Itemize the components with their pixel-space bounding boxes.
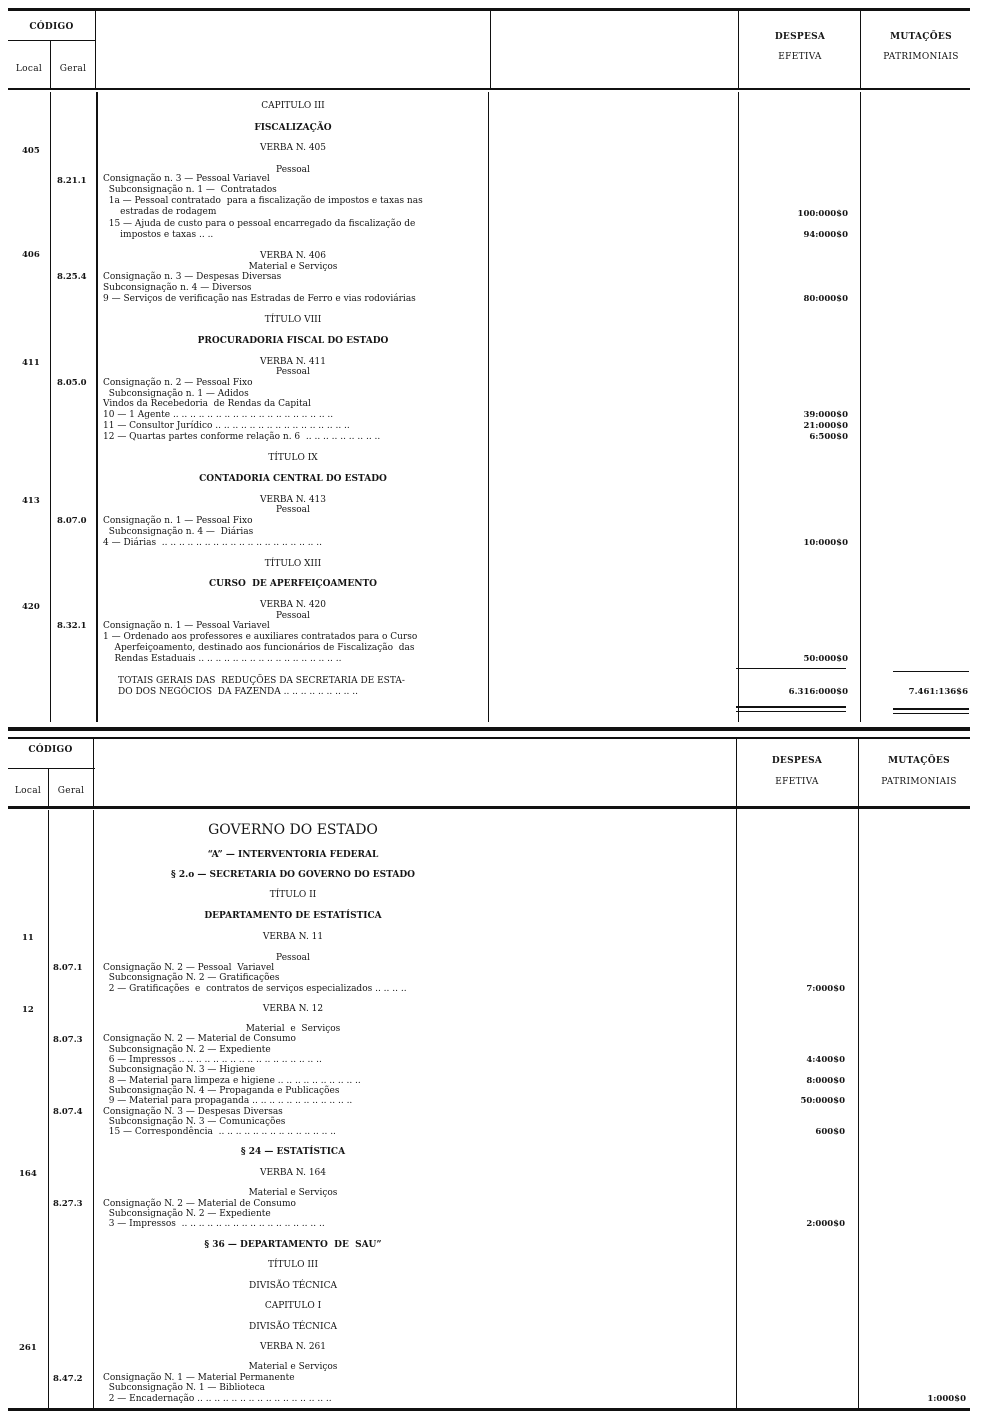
- verba-title: VERBA N. 405: [259, 143, 327, 153]
- local-header: Local: [14, 786, 42, 796]
- amount: 8:000$0: [806, 1076, 845, 1086]
- code-geral: 8.21.1: [57, 176, 87, 186]
- section-title: § 24 — ESTATÍSTICA: [240, 1147, 346, 1157]
- patrimoniais-header: PATRIMONIAIS: [883, 52, 959, 62]
- code-local: 11: [22, 933, 34, 943]
- code-geral: 8.07.1: [53, 963, 83, 973]
- despesa-header: DESPESA: [771, 756, 823, 766]
- total-label: DO DOS NEGÓCIOS DA FAZENDA .. .. .. .. .. .. .. .. ..: [118, 687, 358, 697]
- line: Consignação N. 2 — Pessoal Variavel: [103, 963, 275, 973]
- title: DIVISÃO TÉCNICA: [248, 1322, 337, 1332]
- line: Consignação N. 2 — Material de Consumo: [103, 1199, 296, 1209]
- line: 15 — Ajuda de custo para o pessoal encarregado da fiscalização de: [103, 219, 416, 229]
- title: TÍTULO XIII: [264, 559, 322, 569]
- amount: 6:500$0: [809, 432, 848, 442]
- line: 9 — Serviços de verificação nas Estradas de Ferro e vias rodoviárias: [103, 294, 416, 304]
- line: 2 — Encadernação .. .. .. .. .. .. .. .. .. .. .. .. .. .. .. ..: [103, 1394, 332, 1404]
- amount: 4:400$0: [806, 1055, 845, 1065]
- amount: 50:000$0: [803, 654, 848, 664]
- line: Consignação n. 2 — Pessoal Fixo: [103, 378, 253, 388]
- amount: 7:000$0: [806, 984, 845, 994]
- line: estradas de rodagem: [103, 207, 217, 217]
- code-local: 261: [19, 1343, 37, 1353]
- codigo-header: CÓDIGO: [28, 745, 73, 755]
- section-title: “A” — INTERVENTORIA FEDERAL: [207, 850, 379, 860]
- code-local: 164: [19, 1169, 37, 1179]
- line: Subconsignação N. 1 — Biblioteca: [103, 1383, 266, 1393]
- code-geral: 8.07.3: [53, 1035, 83, 1045]
- line: 15 — Correspondência .. .. .. .. .. .. .. .. .. .. .. .. .. ..: [103, 1127, 336, 1137]
- amount: 39:000$0: [803, 410, 848, 420]
- code-local: 406: [22, 250, 40, 260]
- code-geral: 8.05.0: [57, 378, 87, 388]
- verba-title: VERBA N. 11: [262, 932, 324, 942]
- code-local: 411: [22, 358, 40, 368]
- section-title: CONTADORIA CENTRAL DO ESTADO: [199, 474, 387, 484]
- section-title: CURSO DE APERFEIÇOAMENTO: [208, 579, 378, 589]
- code-local: 413: [22, 496, 40, 506]
- section-title: § 2.o — SECRETARIA DO GOVERNO DO ESTADO: [171, 870, 415, 880]
- geral-header: Geral: [57, 786, 85, 796]
- line: Subconsignação N. 3 — Higiene: [103, 1065, 256, 1075]
- mutacoes-total: 7.461:136$6: [908, 687, 968, 697]
- line: Subconsignação N. 2 — Gratificações: [103, 973, 280, 983]
- section-title: FISCALIZAÇÃO: [254, 123, 332, 133]
- line: 4 — Diárias .. .. .. .. .. .. .. .. .. .. .. .. .. .. .. .. .. .. ..: [103, 538, 323, 548]
- verba-subtitle: Pessoal: [276, 611, 310, 621]
- verba-subtitle: Material e Serviços: [245, 1024, 341, 1034]
- code-geral: 8.25.4: [57, 272, 87, 282]
- line: Consignação n. 1 — Pessoal Variavel: [103, 621, 270, 631]
- verba-title: VERBA N. 12: [262, 1004, 324, 1014]
- line: 11 — Consultor Jurídico .. .. .. .. .. .. .. .. .. .. .. .. .. .. .. ..: [103, 421, 350, 431]
- code-geral: 8.32.1: [57, 621, 87, 631]
- verba-subtitle: Material e Serviços: [248, 1362, 338, 1372]
- section-title: DEPARTAMENTO DE ESTATÍSTICA: [204, 911, 382, 921]
- code-geral: 8.27.3: [53, 1199, 83, 1209]
- code-local: 420: [22, 602, 40, 612]
- line: Consignação n. 3 — Despesas Diversas: [103, 272, 282, 282]
- efetiva-header: EFETIVA: [778, 52, 822, 62]
- section-title: PROCURADORIA FISCAL DO ESTADO: [197, 336, 389, 346]
- line: Consignação n. 3 — Pessoal Variavel: [103, 174, 270, 184]
- mutacoes-header: MUTAÇÕES: [890, 32, 952, 42]
- government-title: GOVERNO DO ESTADO: [208, 822, 378, 838]
- line: 6 — Impressos .. .. .. .. .. .. .. .. .. .. .. .. .. .. .. .. ..: [103, 1055, 322, 1065]
- geral-header: Geral: [59, 64, 87, 74]
- line: Subconsignação N. 4 — Propaganda e Publicações: [103, 1086, 340, 1096]
- chapter-title: CAPITULO III: [261, 101, 325, 111]
- amount: 21:000$0: [803, 421, 848, 431]
- line: impostos e taxas .. ..: [103, 230, 214, 240]
- total-label: TOTAIS GERAIS DAS REDUÇÕES DA SECRETARIA DE ESTA-: [118, 676, 405, 686]
- mutacoes-header: MUTAÇÕES: [888, 756, 950, 766]
- code-local: 12: [22, 1005, 34, 1015]
- line: 10 — 1 Agente .. .. .. .. .. .. .. .. .. .. .. .. .. .. .. .. .. .. ..: [103, 410, 334, 420]
- line: Rendas Estaduais .. .. .. .. .. .. .. .. .. .. .. .. .. .. .. .. ..: [103, 654, 342, 664]
- local-header: Local: [15, 64, 43, 74]
- line: 1 — Ordenado aos professores e auxiliares contratados para o Curso: [103, 632, 418, 642]
- verba-title: VERBA N. 406: [259, 251, 327, 261]
- despesa-header: DESPESA: [774, 32, 826, 42]
- title: TÍTULO VIII: [264, 315, 322, 325]
- total-amount: 6.316:000$0: [788, 687, 848, 697]
- amount: 600$0: [815, 1127, 845, 1137]
- amount: 50:000$0: [800, 1096, 845, 1106]
- verba-subtitle: Material e Serviços: [248, 262, 338, 272]
- line: Subconsignação N. 2 — Expediente: [103, 1209, 271, 1219]
- title: DIVISÃO TÉCNICA: [248, 1281, 337, 1291]
- verba-subtitle: Pessoal: [276, 505, 310, 515]
- patrimoniais-header: PATRIMONIAIS: [881, 777, 957, 787]
- amount: 10:000$0: [803, 538, 848, 548]
- verba-title: VERBA N. 413: [259, 495, 327, 505]
- line: Consignação n. 1 — Pessoal Fixo: [103, 516, 253, 526]
- title: TÍTULO III: [267, 1260, 319, 1270]
- verba-subtitle: Pessoal: [276, 953, 310, 963]
- title: CAPITULO I: [264, 1301, 322, 1311]
- amount: 94:000$0: [803, 230, 848, 240]
- line: Consignação N. 3 — Despesas Diversas: [103, 1107, 283, 1117]
- line: Vindos da Recebedoria de Rendas da Capital: [103, 399, 311, 409]
- line: Aperfeiçoamento, destinado aos funcionários de Fiscalização das: [103, 643, 415, 653]
- verba-title: VERBA N. 411: [259, 357, 327, 367]
- efetiva-header: EFETIVA: [775, 777, 819, 787]
- title: TÍTULO IX: [268, 453, 318, 463]
- line: Subconsignação n. 4 — Diversos: [103, 283, 252, 293]
- codigo-header: CÓDIGO: [29, 22, 74, 32]
- amount: 100:000$0: [797, 209, 848, 219]
- line: 9 — Material para propaganda .. .. .. .. .. .. .. .. .. .. .. ..: [103, 1096, 353, 1106]
- verba-title: VERBA N. 261: [259, 1342, 327, 1352]
- title: TÍTULO II: [269, 890, 317, 900]
- verba-title: VERBA N. 420: [259, 600, 327, 610]
- line: Consignação N. 1 — Material Permanente: [103, 1373, 295, 1383]
- mutacoes-total: 1:000$0: [927, 1394, 966, 1404]
- line: 1a — Pessoal contratado para a fiscalização de impostos e taxas nas: [103, 196, 423, 206]
- code-local: 405: [22, 146, 40, 156]
- code-geral: 8.07.4: [53, 1107, 83, 1117]
- amount: 80:000$0: [803, 294, 848, 304]
- verba-subtitle: Pessoal: [276, 367, 310, 377]
- line: 8 — Material para limpeza e higiene .. .. .. .. .. .. .. .. .. ..: [103, 1076, 361, 1086]
- line: 2 — Gratificações e contratos de serviços especializados .. .. .. ..: [103, 984, 407, 994]
- line: Subconsignação n. 1 — Adidos: [103, 389, 249, 399]
- code-geral: 8.07.0: [57, 516, 87, 526]
- line: Subconsignação N. 3 — Comunicações: [103, 1117, 286, 1127]
- line: 3 — Impressos .. .. .. .. .. .. .. .. .. .. .. .. .. .. .. .. ..: [103, 1219, 325, 1229]
- verba-subtitle: Material e Serviços: [248, 1188, 338, 1198]
- verba-title: VERBA N. 164: [259, 1168, 327, 1178]
- code-geral: 8.47.2: [53, 1374, 83, 1384]
- line: Subconsignação n. 1 — Contratados: [103, 185, 277, 195]
- section-title: § 36 — DEPARTAMENTO DE SAU”: [204, 1240, 382, 1250]
- amount: 2:000$0: [806, 1219, 845, 1229]
- line: Subconsignação n. 4 — Diárias: [103, 527, 254, 537]
- verba-subtitle: Pessoal: [276, 165, 310, 175]
- line: Consignação N. 2 — Material de Consumo: [103, 1034, 296, 1044]
- line: Subconsignação N. 2 — Expediente: [103, 1045, 271, 1055]
- line: 12 — Quartas partes conforme relação n. 6 .. .. .. .. .. .. .. .. ..: [103, 432, 381, 442]
